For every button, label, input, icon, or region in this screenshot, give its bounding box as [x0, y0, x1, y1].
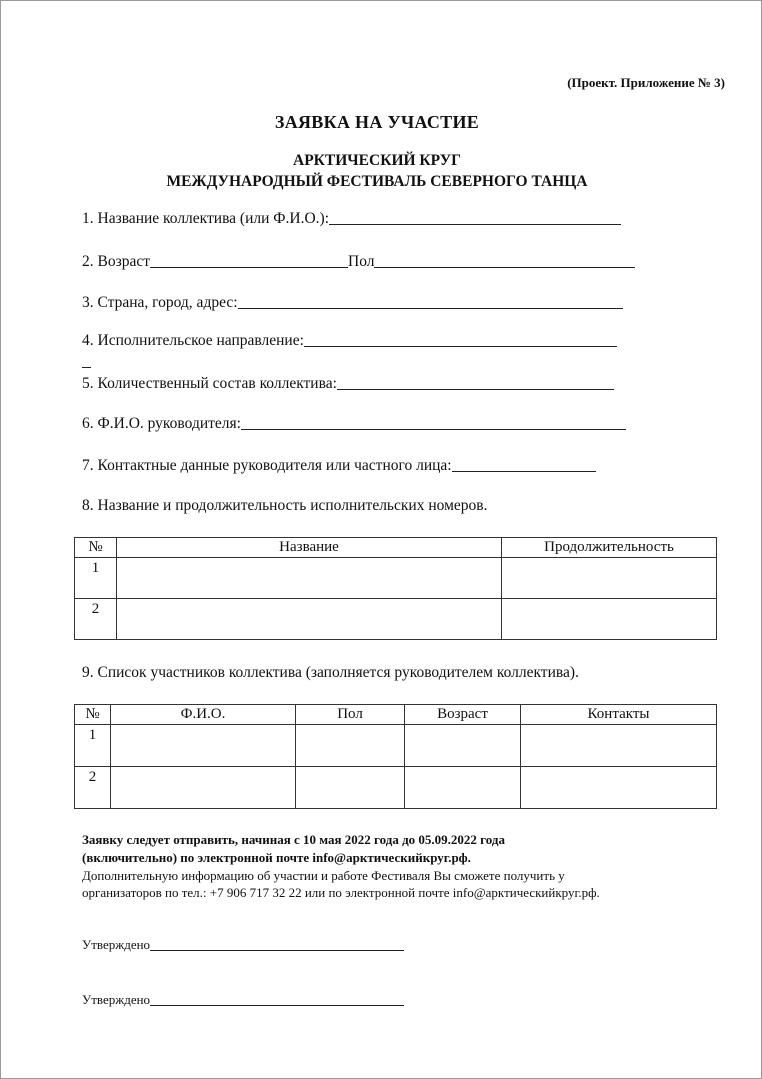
field-contacts — [82, 457, 596, 475]
row-number: 2 — [75, 599, 117, 640]
col-header-sex: Пол — [296, 705, 405, 725]
field-label-address: 3. Страна, город, адрес: — [82, 294, 238, 311]
festival-subtitle: МЕЖДУНАРОДНЫЙ ФЕСТИВАЛЬ СЕВЕРНОГО ТАНЦА — [166, 173, 588, 190]
field-input-direction[interactable] — [304, 332, 617, 347]
field-age-sex — [82, 253, 635, 271]
approval-label: Утверждено — [82, 992, 151, 1007]
deadline-text-line2: (включительно) по электронной почте info@арктическийкруг.рф. — [82, 850, 471, 865]
col-header-number: № — [75, 705, 111, 725]
field-leader — [82, 415, 626, 433]
cell-full-name[interactable] — [111, 767, 296, 809]
field-input-leader[interactable] — [241, 415, 626, 430]
field-input-age[interactable] — [150, 253, 348, 268]
section-label-performances: 8. Название и продолжительность исполнительских номеров. — [82, 497, 488, 514]
section-performances — [82, 497, 487, 515]
field-label-direction: 4. Исполнительское направление: — [82, 332, 304, 349]
col-header-duration: Продолжительность — [502, 538, 717, 558]
col-header-contacts: Контакты — [521, 705, 717, 725]
table-row — [75, 725, 717, 767]
info-text-line1: Дополнительную информацию об участии и работе Фестиваля Вы сможете получить у — [82, 868, 565, 883]
approval-line-1 — [82, 936, 404, 953]
row-number: 2 — [75, 767, 111, 809]
col-header-full-name: Ф.И.О. — [111, 705, 296, 725]
table-row — [75, 767, 717, 809]
field-input-group-name[interactable] — [329, 210, 621, 225]
field-label-group-name: 1. Название коллектива (или Ф.И.О.): — [82, 210, 330, 227]
row-number: 1 — [75, 725, 111, 767]
performances-table — [74, 537, 717, 640]
deadline-text-line1: Заявку следует отправить, начиная с 10 мая 2022 года до 05.09.2022 года — [82, 832, 505, 847]
section-participants — [82, 664, 579, 682]
approval-signature-field[interactable] — [150, 991, 404, 1006]
field-group-name — [82, 210, 621, 228]
field-direction — [82, 332, 617, 350]
cell-contacts[interactable] — [521, 725, 717, 767]
cell-duration[interactable] — [502, 558, 717, 599]
field-label-sex: Пол — [348, 253, 375, 270]
stray-underline — [82, 367, 91, 368]
cell-contacts[interactable] — [521, 767, 717, 809]
approval-line-2 — [82, 991, 404, 1008]
cell-age[interactable] — [405, 725, 521, 767]
field-input-address[interactable] — [238, 294, 623, 309]
field-label-leader: 6. Ф.И.О. руководителя: — [82, 415, 241, 432]
cell-sex[interactable] — [296, 725, 405, 767]
cell-full-name[interactable] — [111, 725, 296, 767]
table-row — [75, 558, 717, 599]
table-header-row — [75, 705, 717, 725]
field-input-sex[interactable] — [374, 253, 635, 268]
table-header-row — [75, 538, 717, 558]
col-header-age: Возраст — [405, 705, 521, 725]
approval-label: Утверждено — [82, 937, 151, 952]
cell-age[interactable] — [405, 767, 521, 809]
field-label-contacts: 7. Контактные данные руководителя или частного лица: — [82, 457, 452, 474]
form-title: ЗАЯВКА НА УЧАСТИЕ — [274, 112, 480, 132]
field-address — [82, 294, 623, 312]
info-text-line2: организаторов по тел.: +7 906 717 32 22 или по электронной почте info@арктическийкруг.рф. — [82, 885, 600, 900]
field-headcount — [82, 375, 614, 393]
cell-title[interactable] — [117, 599, 502, 640]
appendix-note: (Проект. Приложение № 3) — [567, 75, 725, 90]
field-input-headcount[interactable] — [337, 375, 614, 390]
section-label-participants: 9. Список участников коллектива (заполняется руководителем коллектива). — [82, 664, 579, 681]
row-number: 1 — [75, 558, 117, 599]
festival-name: АРКТИЧЕСКИЙ КРУГ — [293, 152, 461, 169]
field-label-headcount: 5. Количественный состав коллектива: — [82, 375, 337, 392]
col-header-title: Название — [117, 538, 502, 558]
field-label-age: 2. Возраст — [82, 253, 150, 270]
col-header-number: № — [75, 538, 117, 558]
table-row — [75, 599, 717, 640]
cell-duration[interactable] — [502, 599, 717, 640]
cell-title[interactable] — [117, 558, 502, 599]
field-input-contacts[interactable] — [452, 457, 596, 472]
approval-signature-field[interactable] — [150, 936, 404, 951]
participants-table — [74, 704, 717, 809]
cell-sex[interactable] — [296, 767, 405, 809]
